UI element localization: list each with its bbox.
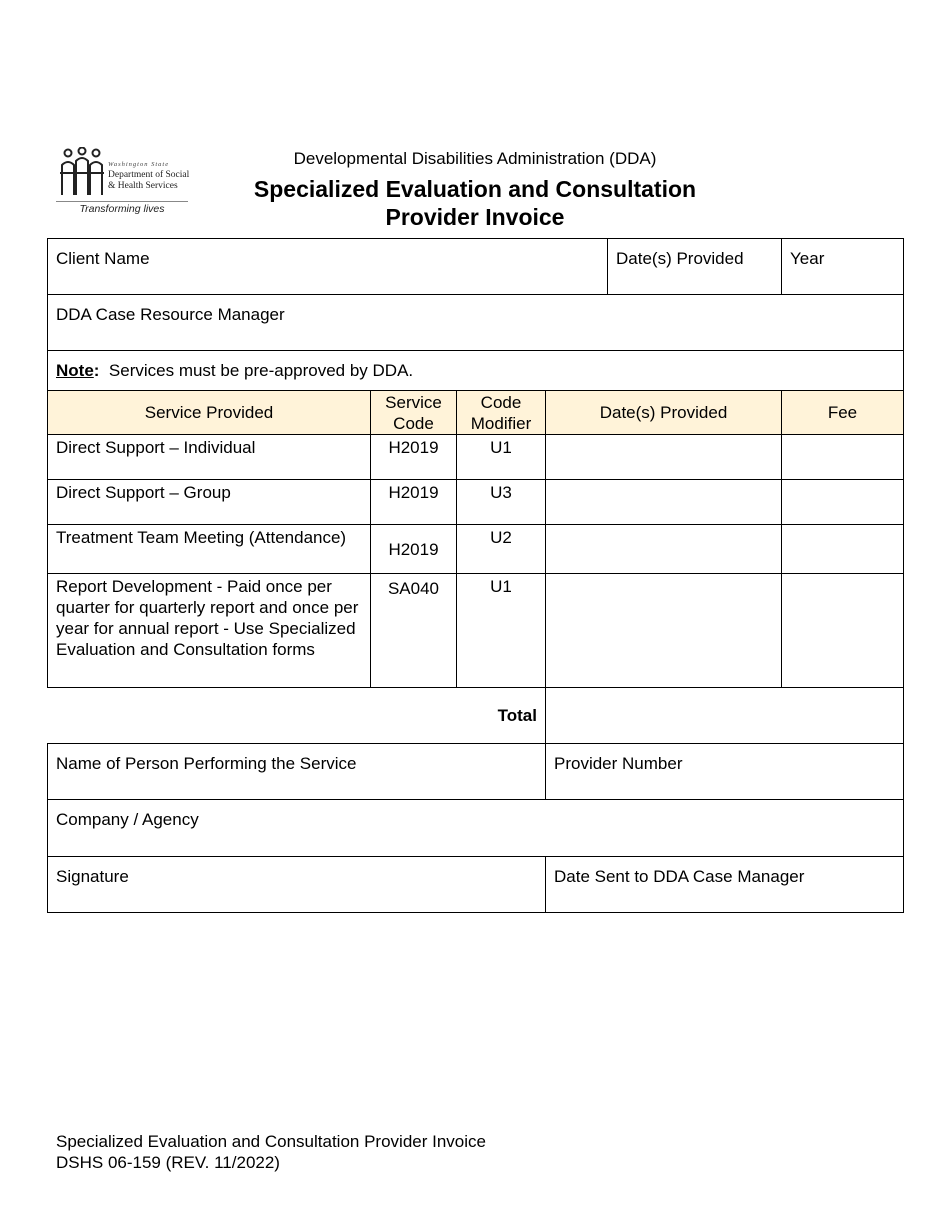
service-code: H2019 <box>371 480 457 525</box>
fee-input[interactable] <box>782 480 904 525</box>
dates-provided-input[interactable] <box>546 435 782 480</box>
service-name: Direct Support – Group <box>48 480 371 525</box>
invoice-form <box>47 238 904 913</box>
service-code: H2019 <box>371 525 457 574</box>
page-title-line2: Provider Invoice <box>385 204 565 230</box>
code-modifier: U2 <box>457 525 546 574</box>
provider-number-label: Provider Number <box>554 754 683 773</box>
dates-provided-input[interactable] <box>546 525 782 574</box>
date-sent-label: Date Sent to DDA Case Manager <box>554 867 805 886</box>
header-fee: Fee <box>782 391 904 435</box>
client-name-label: Client Name <box>56 249 150 268</box>
signature-field[interactable] <box>48 857 546 913</box>
fee-input[interactable] <box>782 525 904 574</box>
header-service-code-line2: Code <box>393 413 434 433</box>
note-row: Note: Services must be pre-approved by DDA. <box>48 351 904 391</box>
dates-provided-field[interactable] <box>608 239 782 295</box>
table-row <box>48 435 904 480</box>
person-name-field[interactable] <box>48 744 546 800</box>
code-modifier: U3 <box>457 480 546 525</box>
note-text: Services must be pre-approved by DDA. <box>108 361 414 380</box>
footer-form-title: Specialized Evaluation and Consultation Provider Invoice <box>56 1132 486 1151</box>
note-label: Note <box>56 361 94 380</box>
table-row <box>48 574 904 688</box>
page-subtitle: Developmental Disabilities Administration (DDA) <box>293 149 657 168</box>
logo-state: Washington State <box>108 161 170 168</box>
service-code: H2019 <box>371 435 457 480</box>
total-label: Total <box>48 688 546 744</box>
page-title <box>0 175 950 231</box>
year-label: Year <box>790 249 825 268</box>
table-row <box>48 480 904 525</box>
service-name: Treatment Team Meeting (Attendance) <box>48 525 371 574</box>
signature-label: Signature <box>56 867 129 886</box>
service-name: Report Development - Paid once per quarter for quarterly report and once per year for annual report - Use Specialized Evaluation and Consultation forms <box>48 574 371 688</box>
year-field[interactable] <box>782 239 904 295</box>
company-agency-label: Company / Agency <box>56 810 199 829</box>
fee-input[interactable] <box>782 574 904 688</box>
fee-input[interactable] <box>782 435 904 480</box>
date-sent-field[interactable] <box>546 857 904 913</box>
logo-tagline: Transforming lives <box>79 203 165 215</box>
header-dates-provided: Date(s) Provided <box>546 391 782 435</box>
dates-provided-input[interactable] <box>546 574 782 688</box>
provider-number-field[interactable] <box>546 744 904 800</box>
header-service-provided: Service Provided <box>48 391 371 435</box>
total-input[interactable] <box>546 688 904 744</box>
logo-agency-line1: Department of Social <box>108 170 190 180</box>
table-row <box>48 525 904 574</box>
company-agency-field[interactable] <box>48 800 904 857</box>
header-code-modifier <box>457 391 546 435</box>
person-name-label: Name of Person Performing the Service <box>56 754 357 773</box>
client-name-field[interactable] <box>48 239 608 295</box>
case-resource-manager-field[interactable] <box>48 295 904 351</box>
service-code: SA040 <box>371 574 457 688</box>
footer-form-number: DSHS 06-159 (REV. 11/2022) <box>56 1153 280 1172</box>
page-title-line1: Specialized Evaluation and Consultation <box>253 176 697 202</box>
header-service-code-line1: Service <box>385 392 442 412</box>
case-resource-manager-label: DDA Case Resource Manager <box>56 305 285 324</box>
code-modifier: U1 <box>457 574 546 688</box>
service-name: Direct Support – Individual <box>48 435 371 480</box>
dates-provided-label: Date(s) Provided <box>616 249 744 268</box>
code-modifier: U1 <box>457 435 546 480</box>
header-service-code <box>371 391 457 435</box>
header-code-modifier-line1: Code <box>480 392 522 412</box>
header-code-modifier-line2: Modifier <box>470 413 532 433</box>
dates-provided-input[interactable] <box>546 480 782 525</box>
service-table-header <box>48 391 904 435</box>
logo-agency-line2: & Health Services <box>108 181 178 191</box>
page-footer <box>56 1131 486 1173</box>
